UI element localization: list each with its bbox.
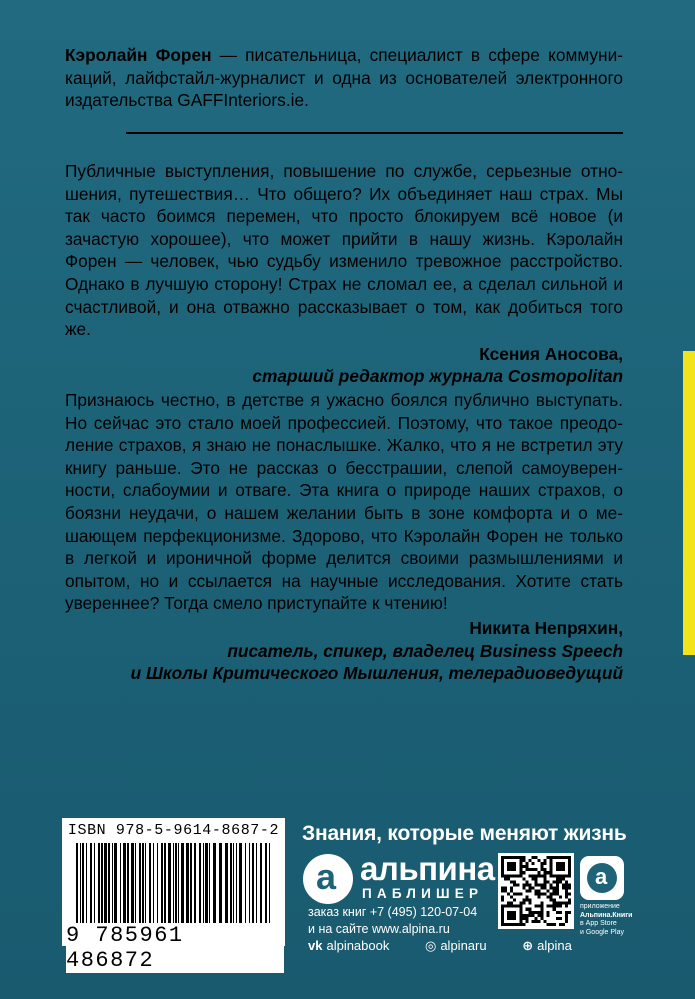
social-links [308, 938, 604, 954]
quote-2-role-line-2: и Школы Критического Мышления, телерадиоведущий [130, 663, 623, 684]
barcode-bars [76, 843, 276, 933]
order-info [308, 904, 477, 938]
quote-1-text: Публичные выступления, повышение по службе, серьезные отношения, путешествия… Что общего? Их объединяет наш страх. Мы так часто боимся перемен, что просто блокируем всё новое (и зачастую хорошее), что может прийти в нашу жизнь. Кэролайн Форен — человек, чью судьбу изменило тревожное расстройство. Однако в лучшую сторону! Страх не сломал ее, а сделал сильной и счастливой, и она отважно рассказывает о том, как добиться того же. [65, 161, 623, 340]
quote-2 [65, 389, 623, 685]
app-text-4: и Google Play [580, 928, 624, 936]
author-name: Кэролайн Форен [65, 45, 212, 65]
social-3-label: alpina [537, 938, 572, 953]
vk-icon: vk [308, 938, 323, 953]
app-text-1: приложение [580, 903, 620, 910]
quote-1-role: старший редактор журнала Cosmopolitan [252, 366, 623, 387]
app-text-3: в App Store [580, 920, 617, 927]
plus-icon: ⊕ [522, 938, 534, 953]
alpina-logo-icon: a [303, 854, 353, 904]
publisher-brand [360, 852, 495, 902]
author-bio-text: — писательница, специалист в сфере коммуникаций, лайфстайл-журналист и одна из основателей электронного издательства GAFFInteriors.ie. [65, 45, 624, 111]
qr-code-icon [498, 853, 574, 929]
social-2-label: alpinaru [440, 938, 487, 953]
quote-1 [65, 160, 623, 388]
social-vk-label: alpinabook [326, 938, 390, 953]
social-vk [308, 938, 405, 953]
order-phone: заказ книг +7 (495) 120-07-04 [308, 905, 478, 919]
social-instagram [425, 938, 503, 953]
yellow-accent-strip [683, 351, 695, 655]
social-other [522, 938, 588, 953]
author-bio [65, 44, 623, 112]
order-site: и на сайте www.alpina.ru [308, 922, 450, 936]
app-text-2: Альпина.Книги [580, 911, 633, 919]
quote-2-text: Признаюсь честно, в детстве я ужасно боялся публично выступать. Но сейчас это стало моей профессией. Поэтому, что такое преодоление страхов, я знаю не понаслышке. Жалко, что я не встретил эту книгу раньше. Это не рассказ о бесстрашии, слепой самоуверенности, слабоумии и отваге. Эта книга о природе наших страхов, о боязни неудачи, о нашем желании быть в зоне комфорта и о мешающем перфекционизме. Здорово, что Кэролайн Форен не только в легкой и ироничной форме делится своими размышлениями и опытом, но и ссылается на научные исследования. Хотите стать увереннее? Тогда смело приступайте к чтению! [65, 390, 623, 614]
quote-2-signature [65, 617, 623, 685]
app-store-text [580, 903, 640, 937]
quote-2-role-line-1: писатель, спикер, владелец Business Speech [227, 640, 623, 661]
quote-1-signature [65, 343, 623, 388]
instagram-icon: ◎ [424, 938, 437, 953]
divider-line [126, 132, 623, 134]
brand-subname: ПАБЛИШЕР [362, 886, 484, 901]
isbn-label: ISBN 978-5-9614-8687-2 [67, 822, 280, 839]
quote-2-name: Никита Непряхин, [469, 617, 623, 638]
app-icon: a [580, 856, 624, 900]
brand-name: альпина [360, 850, 495, 887]
publisher-tagline: Знания, которые меняют жизнь [302, 822, 627, 845]
barcode [62, 818, 285, 973]
quote-1-name: Ксения Аносова, [479, 343, 623, 364]
barcode-digits: 9 785961 486872 [66, 923, 284, 973]
